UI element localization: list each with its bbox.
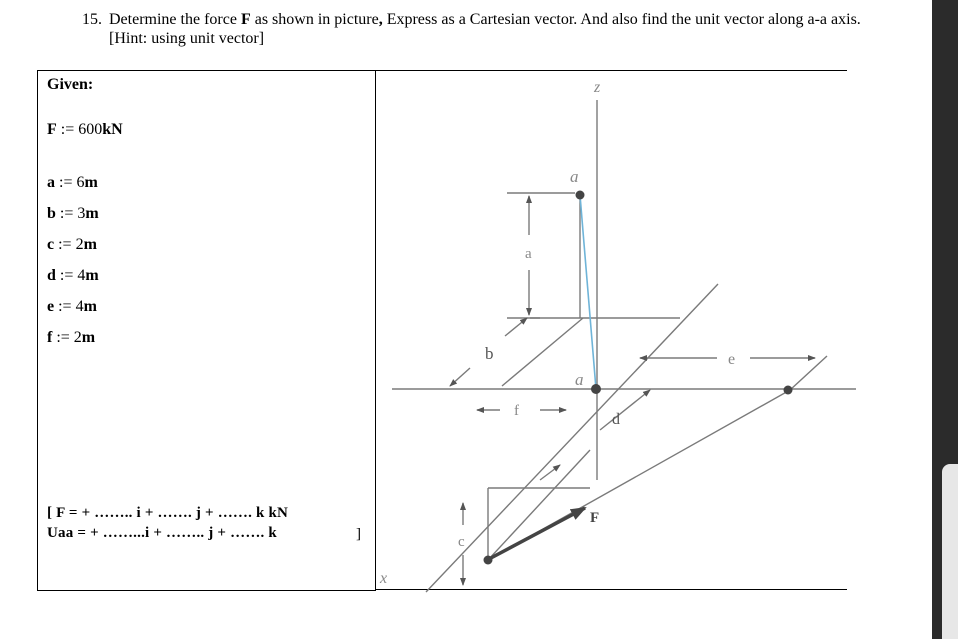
- label-b: b: [485, 344, 494, 363]
- force-arrow: [489, 508, 585, 559]
- var-value: 4: [77, 267, 86, 284]
- var-unit: m: [83, 236, 97, 253]
- label-x: x: [380, 570, 388, 587]
- var-name: c: [47, 236, 55, 253]
- problem-number: 15.: [82, 11, 102, 28]
- point-right: [784, 386, 793, 395]
- lower-diagonal: [488, 450, 590, 560]
- var-name: b: [47, 205, 56, 222]
- label-point-a-mid: a: [575, 370, 584, 389]
- dim-e-ext: [790, 356, 827, 390]
- label-point-a-top: a: [570, 167, 579, 186]
- var-value: 2: [73, 329, 82, 346]
- problem-text-part: as shown in picture: [250, 11, 379, 28]
- point-force-tail: [484, 556, 493, 565]
- var-unit: kN: [102, 121, 123, 138]
- var-unit: m: [85, 205, 99, 222]
- var-unit: m: [85, 267, 99, 284]
- var-name: e: [47, 298, 55, 315]
- assign-op: :=: [54, 236, 76, 253]
- point-a-top: [576, 191, 585, 200]
- assign-op: :=: [55, 174, 77, 191]
- var-value: 4: [75, 298, 84, 315]
- assign-op: :=: [55, 267, 78, 284]
- x-axis-line: [426, 284, 718, 592]
- assign-op: :=: [56, 121, 79, 138]
- problem-text-part: Determine the force: [109, 11, 241, 28]
- label-a: a: [525, 246, 532, 262]
- scrollbar-thumb[interactable]: [942, 464, 958, 639]
- var-value: 6: [76, 174, 85, 191]
- bold-comma: ,: [378, 11, 383, 28]
- point-a-origin: [591, 384, 601, 394]
- label-c: c: [458, 534, 465, 550]
- inner-arrow: [540, 465, 560, 480]
- var-unit: m: [84, 174, 98, 191]
- force-symbol: F: [240, 11, 251, 28]
- answer-force-line: [ F = + …….. i + ……. j + ……. k kN: [47, 505, 289, 521]
- dim-b-lower: [450, 368, 470, 386]
- label-d: d: [612, 411, 620, 428]
- dim-d-line: [600, 390, 650, 430]
- var-value: 3: [77, 205, 86, 222]
- label-e: e: [728, 351, 736, 368]
- var-name: a: [47, 174, 55, 191]
- label-f: f: [514, 403, 519, 419]
- label-F: F: [590, 510, 600, 526]
- var-value: 600: [78, 121, 103, 138]
- assign-op: :=: [52, 329, 74, 346]
- assign-op: :=: [54, 298, 76, 315]
- dim-b-upper: [505, 318, 527, 336]
- var-value: 2: [75, 236, 84, 253]
- var-name: d: [47, 267, 56, 284]
- var-unit: m: [81, 329, 96, 346]
- label-z: z: [594, 79, 601, 96]
- assign-op: :=: [55, 205, 78, 222]
- answer-unit-vector-line: Uaa = + ……...i + …….. j + ……. k: [47, 525, 277, 541]
- var-unit: m: [83, 298, 97, 315]
- var-name: f: [47, 329, 53, 346]
- given-title: Given:: [47, 76, 94, 93]
- cable-aa: [580, 195, 596, 389]
- var-name: F: [47, 121, 57, 138]
- problem-text-part: Express as a Cartesian vector. And also find the unit vector along a-a axis. [Hint: using unit vector]: [109, 11, 861, 47]
- answer-close-bracket: ]: [356, 526, 361, 542]
